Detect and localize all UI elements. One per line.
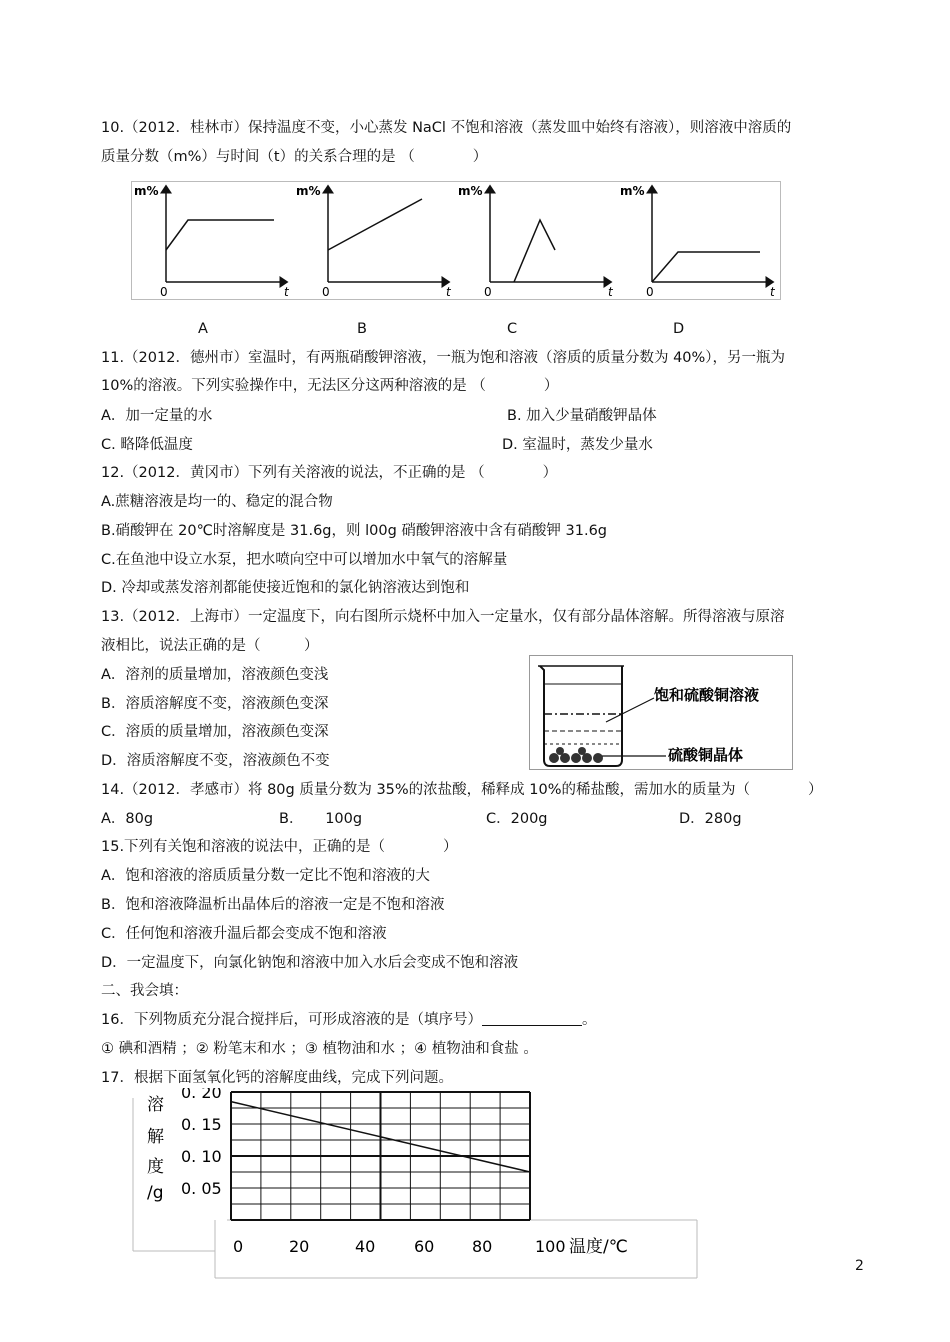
graph-d bbox=[620, 184, 776, 299]
y-tick-label: 0. 15 bbox=[181, 1115, 222, 1134]
graph-c-ylabel: m% bbox=[458, 184, 483, 198]
x-tick-label: 80 bbox=[472, 1237, 493, 1256]
graph-a-curve bbox=[166, 220, 274, 250]
x-tick-label: 40 bbox=[355, 1237, 376, 1256]
graph-c-origin: 0 bbox=[484, 285, 492, 299]
solubility-chart bbox=[131, 1088, 701, 1282]
q12-option-a: A.蔗糖溶液是均一的、稳定的混合物 bbox=[101, 494, 333, 510]
graph-b-origin: 0 bbox=[322, 285, 330, 299]
y-tick-label: 0. 20 bbox=[181, 1088, 222, 1102]
graph-c-curve bbox=[514, 220, 555, 282]
graph-a bbox=[134, 184, 290, 299]
q14-line1: 14.（2012．孝感市）将 80g 质量分数为 35%的浓盐酸，稀释成 10%的稀盐酸，需加水的质量为（ ） bbox=[101, 782, 823, 798]
q11-line1: 11.（2012．德州市）室温时，有两瓶硝酸钾溶液，一瓶为饱和溶液（溶质的质量分数为 40%），另一瓶为 bbox=[101, 350, 786, 366]
q11-line2: 10%的溶液。下列实验操作中，无法区分这两种溶液的是 （ ） bbox=[101, 378, 559, 394]
q11-option-b: B. 加入少量硝酸钾晶体 bbox=[507, 408, 657, 424]
y-axis-label-char-4: /g bbox=[147, 1183, 164, 1203]
q11-option-a: A．加一定量的水 bbox=[101, 408, 213, 424]
q16-line1 bbox=[101, 1010, 596, 1030]
q12-option-c: C.在鱼池中设立水泵，把水喷向空中可以增加水中氧气的溶解量 bbox=[101, 552, 508, 568]
q12-option-d: D. 冷却或蒸发溶剂都能使接近饱和的氯化钠溶液达到饱和 bbox=[101, 580, 470, 596]
graph-c-xlabel: t bbox=[608, 285, 613, 299]
y-tick-label: 0. 10 bbox=[181, 1147, 222, 1166]
q12-option-b: B.硝酸钾在 20℃时溶解度是 31.6g，则 l00g 硝酸钾溶液中含有硝酸钾 31.6g bbox=[101, 523, 607, 539]
y-tick-label: 0. 05 bbox=[181, 1179, 222, 1198]
q13-option-c: C．溶质的质量增加，溶液颜色变深 bbox=[101, 724, 329, 740]
y-axis-label-char-1: 溶 bbox=[147, 1095, 164, 1115]
q17-line1: 17．根据下面氢氧化钙的溶解度曲线，完成下列问题。 bbox=[101, 1070, 453, 1086]
q13-option-b: B．溶质溶解度不变，溶液颜色变深 bbox=[101, 696, 329, 712]
q14-option-c: C．200g bbox=[486, 811, 548, 827]
beaker-label-solution: 饱和硫酸铜溶液 bbox=[654, 686, 760, 704]
graph-d-xlabel: t bbox=[770, 285, 775, 299]
q14-option-d: D．280g bbox=[679, 811, 742, 827]
q10-option-b: B bbox=[357, 321, 367, 337]
graph-c bbox=[458, 184, 614, 299]
y-axis-label bbox=[147, 1095, 164, 1203]
graph-d-curve bbox=[652, 252, 760, 282]
q11-option-d: D. 室温时，蒸发少量水 bbox=[502, 437, 653, 453]
crystals bbox=[549, 747, 603, 763]
q10-option-c: C bbox=[507, 321, 518, 337]
x-tick-label: 100 bbox=[535, 1237, 566, 1256]
q13-option-d: D．溶质溶解度不变，溶液颜色不变 bbox=[101, 753, 330, 769]
graph-d-origin: 0 bbox=[646, 285, 654, 299]
graph-b-ylabel: m% bbox=[296, 184, 321, 198]
q10-line2: 质量分数（m%）与时间（t）的关系合理的是 （ ） bbox=[101, 149, 488, 165]
x-tick-label: 0 bbox=[233, 1237, 244, 1256]
q14-option-b: B． 100g bbox=[279, 811, 363, 827]
beaker-label-crystal: 硫酸铜晶体 bbox=[668, 746, 744, 764]
beaker-svg bbox=[530, 656, 792, 769]
q10-option-d: D bbox=[673, 321, 685, 337]
graph-b-xlabel: t bbox=[446, 285, 451, 299]
y-axis-label-char-2: 解 bbox=[147, 1127, 164, 1147]
q15-option-d: D．一定温度下，向氯化钠饱和溶液中加入水后会变成不饱和溶液 bbox=[101, 955, 519, 971]
q11-option-c: C. 略降低温度 bbox=[101, 437, 193, 453]
q10-graphs-svg bbox=[132, 182, 780, 299]
q17-chart bbox=[131, 1088, 701, 1282]
q15-line1: 15.下列有关饱和溶液的说法中，正确的是（ ） bbox=[101, 839, 458, 855]
page-number: 2 bbox=[855, 1258, 864, 1274]
x-axis-label: 温度/℃ bbox=[569, 1237, 628, 1257]
q10-option-a: A bbox=[198, 321, 208, 337]
q15-option-c: C．任何饱和溶液升温后都会变成不饱和溶液 bbox=[101, 926, 387, 942]
section-2-heading: 二、我会填： bbox=[101, 983, 188, 999]
graph-d-ylabel: m% bbox=[620, 184, 645, 198]
beaker-figure bbox=[529, 655, 793, 770]
q13-line2: 液相比，说法正确的是（ ） bbox=[101, 638, 319, 654]
q10-line1: 10.（2012．桂林市）保持温度不变，小心蒸发 NaCl 不饱和溶液（蒸发皿中始终有溶液），则溶液中溶质的 bbox=[101, 120, 792, 136]
q16-answer-blank[interactable] bbox=[482, 1011, 582, 1026]
graph-b bbox=[296, 184, 452, 299]
y-axis-label-char-3: 度 bbox=[147, 1157, 164, 1177]
q15-option-a: A．饱和溶液的溶质质量分数一定比不饱和溶液的大 bbox=[101, 868, 430, 884]
graph-a-xlabel: t bbox=[284, 285, 289, 299]
x-tick-label: 60 bbox=[414, 1237, 435, 1256]
q15-option-b: B．饱和溶液降温析出晶体后的溶液一定是不饱和溶液 bbox=[101, 897, 445, 913]
q10-graphs bbox=[131, 181, 781, 300]
q12-line1: 12.（2012．黄冈市）下列有关溶液的说法，不正确的是 （ ） bbox=[101, 465, 558, 481]
graph-b-curve bbox=[328, 199, 422, 250]
graph-a-origin: 0 bbox=[160, 285, 168, 299]
q16-period: 。 bbox=[581, 1012, 597, 1028]
graph-a-ylabel: m% bbox=[134, 184, 159, 198]
q13-line1: 13.（2012．上海市）一定温度下，向右图所示烧杯中加入一定量水，仅有部分晶体溶解。所得溶液与原溶 bbox=[101, 609, 785, 625]
q14-option-a: A．80g bbox=[101, 811, 154, 827]
q16-line2: ① 碘和酒精 ；② 粉笔末和水 ；③ 植物油和水 ；④ 植物油和食盐 。 bbox=[101, 1041, 538, 1057]
x-tick-label: 20 bbox=[289, 1237, 310, 1256]
q16-question: 16．下列物质充分混合搅拌后，可形成溶液的是（填序号） bbox=[101, 1012, 482, 1028]
q13-option-a: A．溶剂的质量增加，溶液颜色变浅 bbox=[101, 667, 329, 683]
